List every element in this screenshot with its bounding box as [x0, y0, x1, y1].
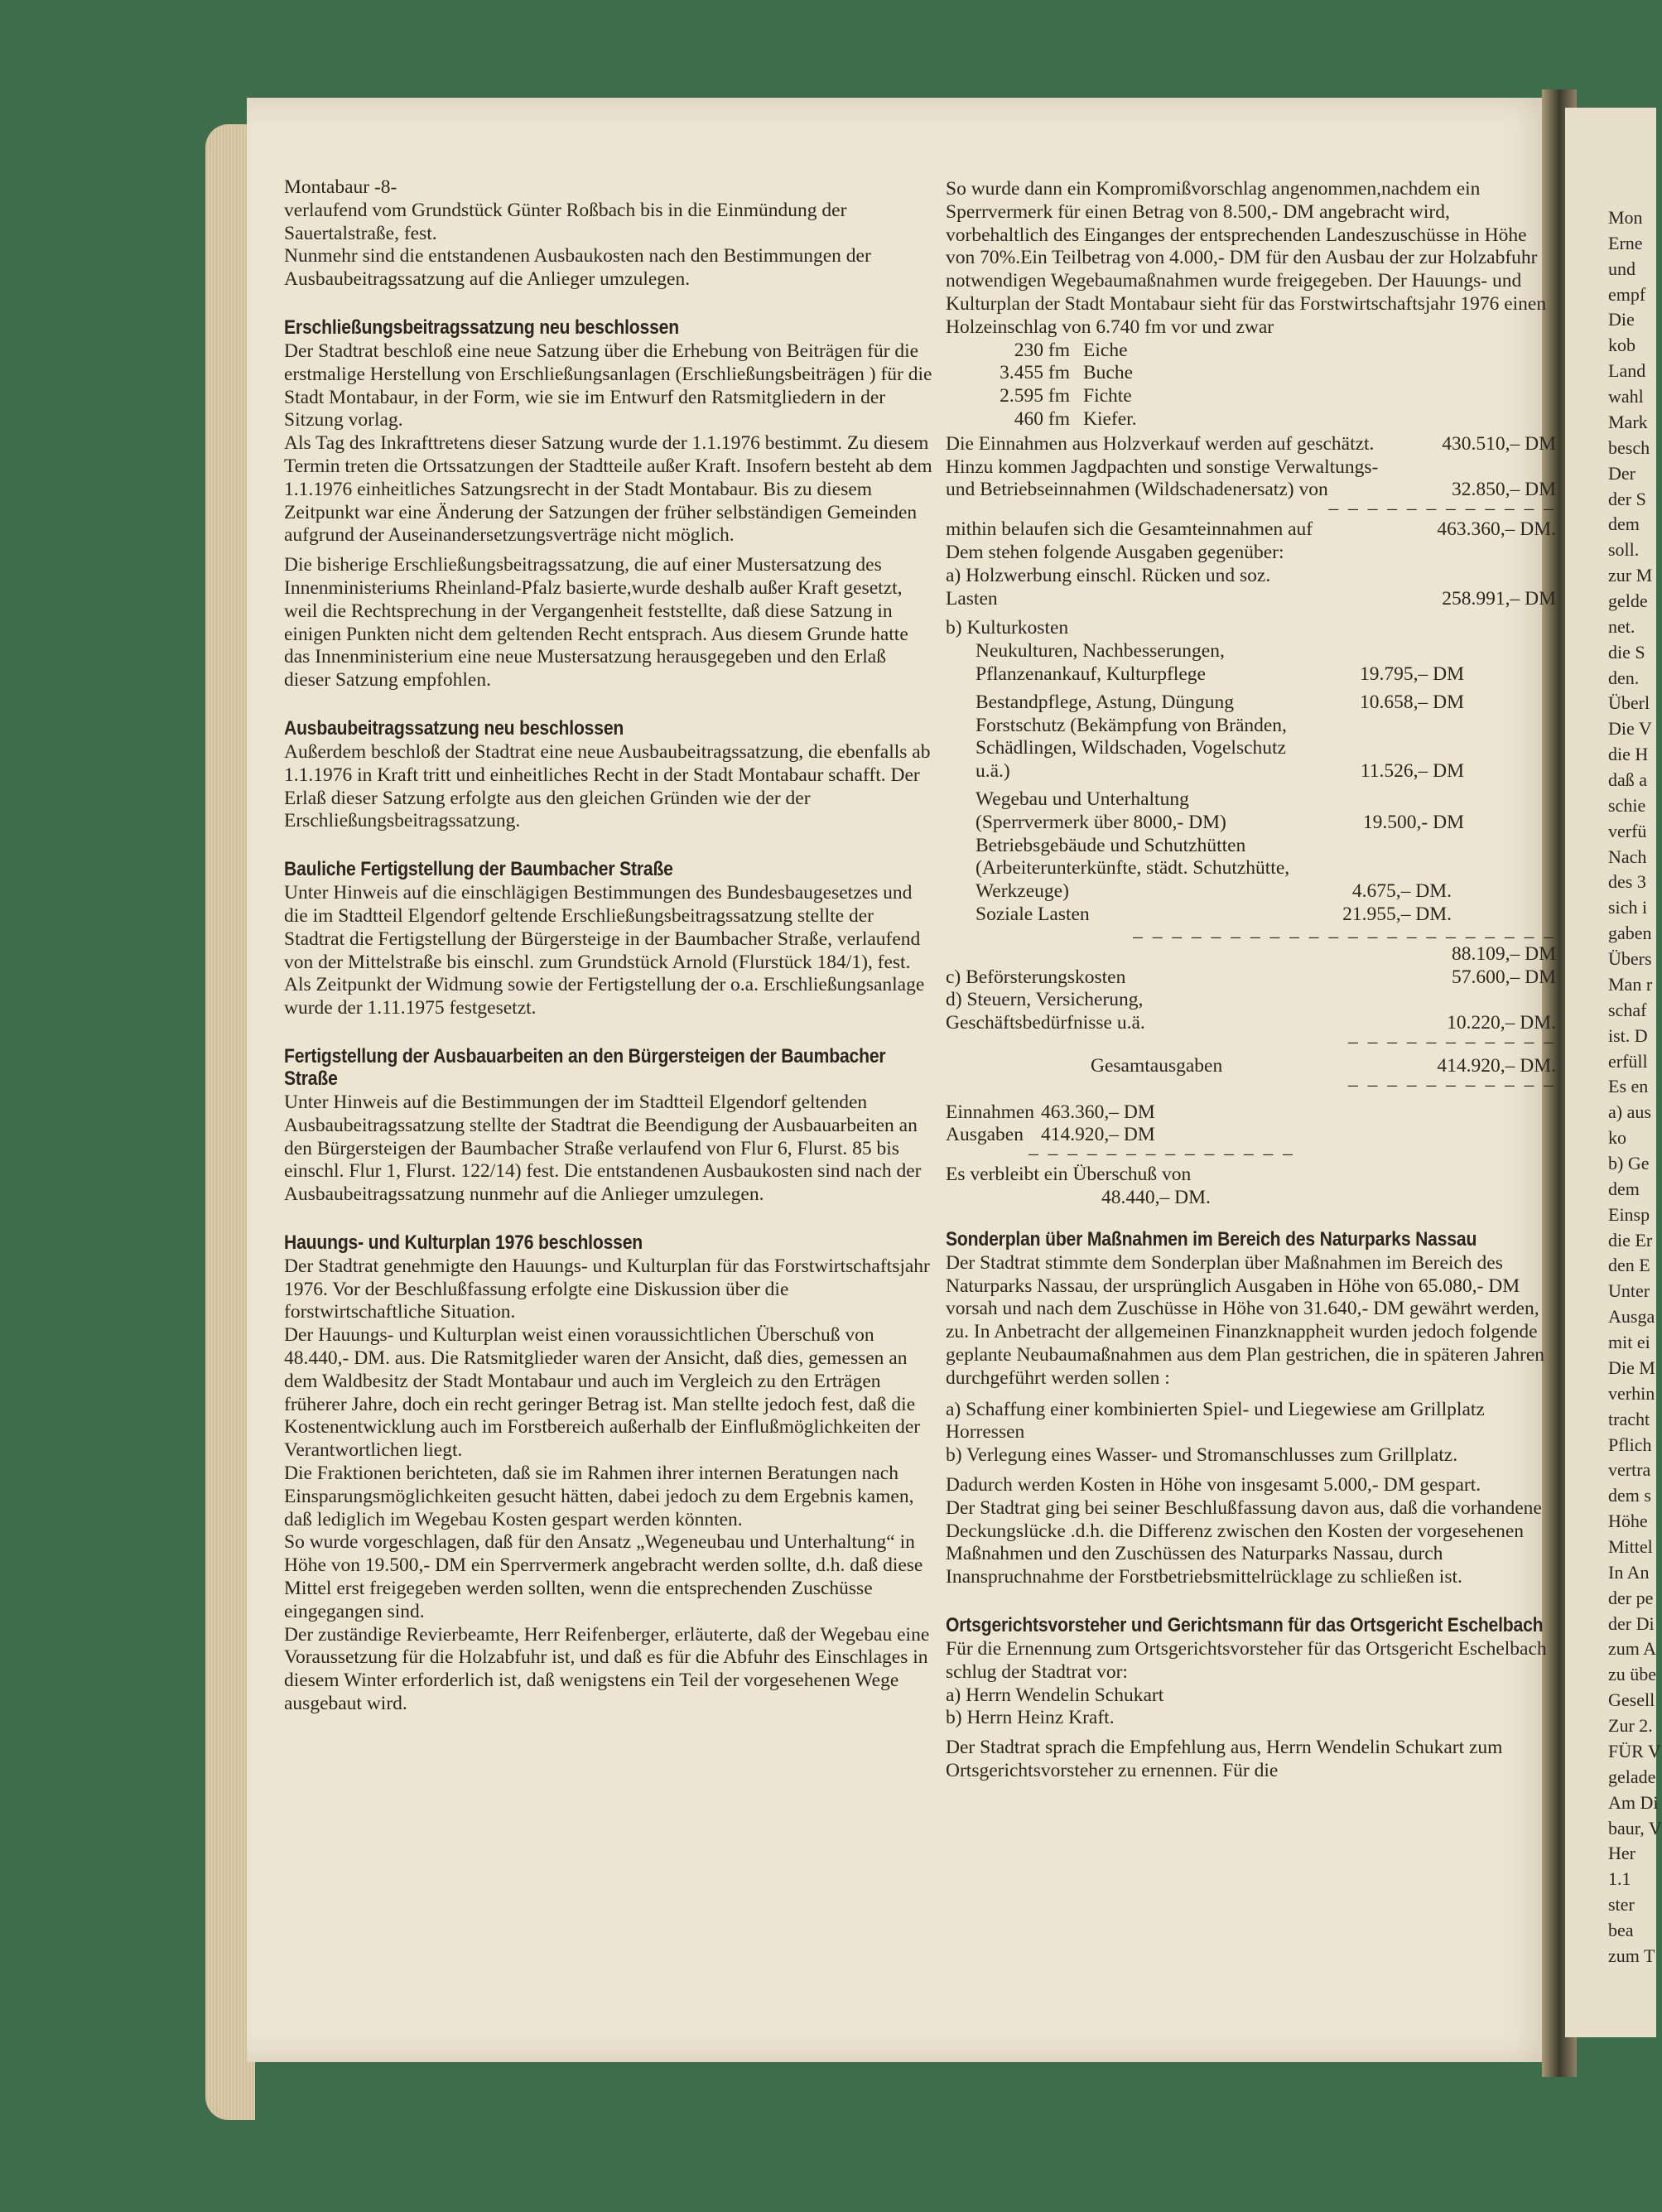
next-page-fragment: verfü: [1608, 820, 1647, 841]
balance-income-row: [946, 1101, 1556, 1125]
next-page-strip: [1565, 108, 1662, 2037]
total-expenses-label: Gesamtausgaben: [1091, 1054, 1223, 1077]
next-page-fragment: Am Di: [1608, 1791, 1659, 1813]
next-page-fragment: Land: [1608, 360, 1646, 382]
next-page-fragment: zum T: [1608, 1945, 1655, 1966]
surplus-text: Es verbleibt ein Überschuß von: [946, 1164, 1192, 1186]
next-page-fragment: gelade: [1608, 1766, 1656, 1787]
next-page-fragment: Übers: [1608, 948, 1652, 970]
species-list: [946, 340, 1556, 431]
section-title-baumbacher-strasse: Bauliche Fertigstellung der Baumbacher Straße: [284, 858, 673, 881]
species-name: Buche: [1083, 362, 1134, 384]
section-title-ausbaubeitrag: Ausbaubeitragssatzung neu beschlossen: [284, 716, 624, 740]
list-item: b) Herrn Heinz Kraft.: [946, 1707, 1115, 1729]
income-amount-wood: 430.510,– DM: [1442, 432, 1556, 455]
paragraph: Unter Hinweis auf die Bestimmungen der im Stadtteil Elgendorf geltenden Ausbaubeitragssatzung stellte der Stadtrat die Beendigung der Ausbauarbeiten an den Bürgersteigen der Baumbacher Straße verlaufend von Flur 6, Flurst. 85 bis einschl. Flur 1, Flurst. 122/14) fest. Die entstandenen Ausbaukosten sind nach der Ausbaubeitragssatzung nunmehr auf die Anlieger umzulegen.: [284, 1091, 922, 1206]
next-page-fragment: baur, V: [1608, 1817, 1662, 1839]
next-page-fragment: sich i: [1608, 897, 1648, 918]
expense-subamount: 19.795,– DM: [1360, 663, 1464, 685]
next-page-fragment: Gesell: [1608, 1689, 1655, 1711]
balance-income-label: Einnahmen: [946, 1101, 1035, 1123]
expense-subrow: [946, 835, 1452, 904]
next-page-fragment: zu übe: [1608, 1664, 1657, 1685]
section-title-ortsgericht: Ortsgerichtsvorsteher und Gerichtsmann für das Ortsgericht Eschelbach: [946, 1614, 1544, 1637]
next-page-fragment: Mittel: [1608, 1535, 1653, 1557]
next-page-fragment: Einsp: [1608, 1203, 1650, 1225]
expense-row-a: [946, 565, 1556, 611]
income-text: Die Einnahmen aus Holzverkauf werden auf geschätzt. Hinzu kommen Jagdpachten und sonstige Verwaltungs- und Betriebseinnahmen (Wildschadenersatz) von: [946, 432, 1379, 501]
divider: – – – – – – – – – – –: [1348, 1073, 1556, 1096]
next-page-fragment: zur M: [1608, 565, 1653, 586]
next-page-fragment: schie: [1608, 794, 1646, 816]
next-page-fragment: a) aus: [1608, 1101, 1651, 1123]
section-title-naturpark: Sonderplan über Maßnahmen im Bereich des Naturparks Nassau: [946, 1227, 1477, 1251]
next-page-fragment: net.: [1608, 615, 1636, 637]
intro-line-1: verlaufend vom Grundstück Günter Roßbach bis in die Einmündung der Sauertalstraße, fest.: [284, 199, 847, 244]
list-item: [946, 1444, 1556, 1467]
paragraph: Die bisherige Erschließungsbeitragssatzung, die auf einer Mustersatzung des Innenministeriums Rheinland-Pfalz basierte,wurde deshalb außer Kraft gesetzt, weil die Rechtsprechung in der Vergangenheit feststellte, daß diese Satzung in einigen Punkten nicht dem geltenden Recht entsprach. Aus diesem Grunde hatte das Innenministerium eine neue Mustersatzung herausgegeben und den Erlaß dieser Satzung empfohlen.: [284, 554, 908, 692]
expense-sublabel: Soziale Lasten: [976, 903, 1090, 925]
total-income-amount: 463.360,– DM.: [1437, 518, 1556, 541]
next-page-fragment: dem: [1608, 513, 1640, 535]
balance-expense-amount: 414.920,– DM: [1041, 1124, 1155, 1146]
next-page-fragment: FÜR V: [1608, 1740, 1661, 1761]
section-title-buergersteige: Fertigstellung der Ausbauarbeiten an den Bürgersteigen der Baumbacher Straße: [284, 1044, 886, 1090]
right-column: [946, 178, 1556, 1783]
next-page-fragment: Überl: [1608, 692, 1650, 714]
next-page-fragment: Die M: [1608, 1357, 1655, 1378]
paragraph: Die Fraktionen berichteten, daß sie im Rahmen ihrer internen Beratungen nach Einsparungsmöglichkeiten gesucht hätten, dabei jedoch zu dem Ergebnis kamen, daß lediglich im Wegebau Kosten gespart werden könnten.: [284, 1463, 914, 1530]
next-page-fragment: Man r: [1608, 973, 1653, 995]
next-page-fragment: bea: [1608, 1919, 1634, 1940]
list-item-text: a) Schaffung einer kombinierten Spiel- und Liegewiese am Grillplatz Horressen: [946, 1398, 1485, 1443]
paragraph: Der Stadtrat genehmigte den Hauungs- und Kulturplan für das Forstwirtschaftsjahr 1976. Vor der Beschlußfassung erfolgte eine Diskussion über die forstwirtschaftliche Situation.: [284, 1255, 930, 1323]
next-page-fragment: der S: [1608, 488, 1646, 509]
species-amount: 2.595 fm: [1000, 385, 1070, 407]
paragraph: Außerdem beschloß der Stadtrat eine neue Ausbaubeitragssatzung, die ebenfalls ab 1.1.1976 in Kraft tritt und einheitliches Recht in der Stadt Montabaur schafft. Der Erlaß dieser Satzung erfolgte aus den gleichen Gründen wie der der Erschließungsbeitragssatzung.: [284, 740, 931, 832]
paragraph: Als Zeitpunkt der Widmung sowie der Fertigstellung der o.a. Erschließungsanlage wurde der 1.11.1975 festgesetzt.: [284, 974, 925, 1019]
left-column: [284, 176, 936, 1716]
expense-subrow: [946, 715, 1464, 783]
paragraph: Der Stadtrat sprach die Empfehlung aus, Herrn Wendelin Schukart zum Ortsgerichtsvorsteher zu ernennen. Für die: [946, 1737, 1503, 1782]
expense-amount: 57.600,– DM: [1452, 966, 1556, 988]
next-page-fragment: den E: [1608, 1255, 1650, 1276]
next-page-fragment: gelde: [1608, 590, 1648, 611]
expense-sublabel: Wegebau und Unterhaltung (Sperrvermerk über 8000,- DM): [976, 788, 1226, 833]
next-page-fragment: Nach: [1608, 846, 1647, 867]
list-item-text: b) Verlegung eines Wasser- und Stromanschlusses zum Grillplatz.: [946, 1444, 1458, 1467]
next-page-fragment: ko: [1608, 1127, 1626, 1149]
species-name: Kiefer.: [1083, 407, 1137, 430]
paragraph: Der Hauungs- und Kulturplan weist einen voraussichtlichen Überschuß von 48.440,- DM. aus. Die Ratsmitglieder waren der Ansicht, daß dies, gemessen an dem Waldbesitz der Stadt Montabaur und auch im Vergleich zu den Erträgen früherer Jahre, doch ein recht geringer Betrag ist. Man stellte jedoch fest, daß die Kostenentwicklung auch im Forstbereich außerhalb der Einflußmöglichkeiten der Verantwortlichen liegt.: [284, 1324, 921, 1462]
surplus-amount: 48.440,– DM.: [1101, 1187, 1211, 1209]
species-amount: 3.455 fm: [1000, 362, 1070, 384]
next-page-fragment: kob: [1608, 335, 1636, 356]
paragraph: Der Stadtrat stimmte dem Sonderplan über Maßnahmen im Bereich des Naturparks Nassau, der ursprünglich Ausgaben in Höhe von 65.080,- DM vorsah und nach dem Zuschüsse in Höhe von 31.640,- DM gewährt werden, zu. In Anbetracht der allgemeinen Finanzknappheit wurden jedoch folgende geplante Neubaumaßnahmen aus dem Plan gestrichen, die in späteren Jahren durchgeführt werden sollen :: [946, 1251, 1545, 1389]
list-item: a) Herrn Wendelin Schukart: [946, 1684, 1164, 1706]
next-page-fragment: der pe: [1608, 1587, 1654, 1608]
next-page-fragment: verhin: [1608, 1382, 1655, 1404]
next-page-fragment: besch: [1608, 436, 1650, 458]
paragraph: Dadurch werden Kosten in Höhe von insgesamt 5.000,- DM gespart.: [946, 1474, 1481, 1496]
next-page-fragment: Mon: [1608, 207, 1643, 228]
divider: – – – – – – – – – – – –: [1328, 498, 1556, 520]
expense-sublabel: Forstschutz (Bekämpfung von Bränden, Schädlingen, Wildschaden, Vogelschutz u.ä.): [976, 714, 1287, 783]
paragraph: Der Stadtrat ging bei seiner Beschlußfassung davon aus, daß die vorhandene Deckungslücke .d.h. die Differenz zwischen den Kosten der vorgesehenen Maßnahmen und den Zuschüssen des Naturparks Nassau, durch Inanspruchnahme der Forstbetriebsmittelrücklage zu schließen ist.: [946, 1496, 1542, 1588]
paragraph: Für die Ernennung zum Ortsgerichtsvorsteher für das Ortsgericht Eschelbach schlug der Stadtrat vor:: [946, 1638, 1547, 1683]
next-page-fragment: ster: [1608, 1894, 1635, 1916]
next-page-fragment: schaf: [1608, 999, 1647, 1020]
expense-subamount: 19.500,- DM: [1362, 811, 1464, 833]
expense-label-b: b) Kulturkosten: [946, 617, 1069, 639]
paragraph: Der zuständige Revierbeamte, Herr Reifenberger, erläuterte, daß der Wegebau eine Voraussetzung für die Holzabfuhr ist, und daß es für die Abfuhr des Einschlages in diesem Winter erforderlich ist, daß wenigstens ein Teil der vorgesehenen Wege ausgebaut wird.: [284, 1623, 930, 1715]
next-page-fragment: und: [1608, 258, 1636, 279]
expense-row-c: [946, 966, 1556, 990]
next-page-fragment: Die: [1608, 309, 1635, 330]
expense-subrow: [946, 692, 1464, 715]
paragraph: So wurde dann ein Kompromißvorschlag angenommen,nachdem ein Sperrvermerk für einen Betrag von 8.500,- DM angebracht wird, vorbehaltlich des Einganges der entsprechenden Landeszuschüsse in Höhe von 70%.Ein Teilbetrag von 4.000,- DM für den Ausbau der zur Holzabfuhr notwendigen Wegebaumaßnahmen wurde freigegeben. Der Hauungs- und Kulturplan der Stadt Montabaur sieht für das Forstwirtschaftsjahr 1976 einen Holzeinschlag von 6.740 fm vor und zwar: [946, 178, 1547, 338]
balance-income-amount: 463.360,– DM: [1041, 1101, 1155, 1123]
expense-sublabel: Neukulturen, Nachbesserungen, Pflanzenankauf, Kulturpflege: [976, 640, 1225, 685]
expense-subrow: [946, 904, 1452, 927]
next-page-fragment: empf: [1608, 283, 1646, 305]
species-name: Fichte: [1083, 385, 1132, 407]
expense-amount: 258.991,– DM: [1442, 587, 1556, 610]
expense-subrow: [946, 640, 1464, 687]
list-item: [946, 1399, 1556, 1445]
next-page-fragment: tracht: [1608, 1408, 1650, 1429]
expense-label: a) Holzwerbung einschl. Rücken und soz. Lasten: [946, 564, 1271, 610]
next-page-fragment: ist. D: [1608, 1024, 1648, 1046]
next-page-fragment: Der: [1608, 462, 1636, 484]
species-row: [946, 408, 1556, 431]
species-amount: 460 fm: [1014, 407, 1070, 430]
expense-subrow: [946, 788, 1464, 835]
expense-sublabel: Bestandpflege, Astung, Düngung: [976, 691, 1234, 713]
divider: – – – – – – – – – – – – – – – – – – – – – –: [1133, 925, 1556, 947]
next-page-fragment: dem s: [1608, 1485, 1651, 1506]
species-row: [946, 340, 1556, 363]
next-page-fragment: die S: [1608, 641, 1645, 663]
next-page-fragment: mit ei: [1608, 1332, 1650, 1353]
next-page-fragment: Erne: [1608, 232, 1643, 253]
species-amount: 230 fm: [1014, 339, 1070, 361]
expense-row-d: [946, 989, 1556, 1035]
intro-line-2: Nunmehr sind die entstandenen Ausbaukosten nach den Bestimmungen der Ausbaubeitragssatzung auf die Anlieger umzulegen.: [284, 245, 871, 291]
total-income-label: mithin belaufen sich die Gesamteinnahmen auf: [946, 518, 1313, 541]
next-page-fragment: soll.: [1608, 539, 1640, 561]
income-row: [946, 433, 1556, 502]
next-page-fragment: Unter: [1608, 1280, 1650, 1302]
expense-amount: 10.220,– DM.: [1447, 1012, 1556, 1034]
next-page-fragment: der Di: [1608, 1612, 1655, 1634]
next-page-fragment: 1.1: [1608, 1868, 1631, 1890]
next-page-fragment: des 3: [1608, 871, 1646, 893]
expense-label: d) Steuern, Versicherung, Geschäftsbedürfnisse u.ä.: [946, 989, 1145, 1034]
total-expenses-amount: 414.920,– DM.: [1437, 1054, 1556, 1077]
paragraph: So wurde vorgeschlagen, daß für den Ansatz „Wegeneubau und Unterhaltung“ in Höhe von 19.500,- DM ein Sperrvermerk angebracht werden sollte, d.h. daß diese Mittel erst freigegeben werden sollten, wenn die entsprechenden Zuschüsse eingegangen sind.: [284, 1531, 923, 1622]
next-page-fragment: den.: [1608, 667, 1640, 688]
next-page-fragment: daß a: [1608, 769, 1648, 791]
expense-subamount: 21.955,– DM.: [1342, 903, 1452, 925]
next-page-fragment: erfüll: [1608, 1050, 1648, 1072]
species-row: [946, 362, 1556, 385]
total-income-row: [946, 518, 1556, 542]
next-page-fragment: b) Ge: [1608, 1153, 1650, 1173]
page-header: Montabaur -8-: [284, 176, 397, 198]
expense-subamount: 11.526,– DM: [1360, 760, 1464, 783]
section-title-hauungsplan: Hauungs- und Kulturplan 1976 beschlossen: [284, 1231, 643, 1254]
expense-subamount: 10.658,– DM: [1360, 691, 1464, 713]
next-page-fragment: Zur 2.: [1608, 1715, 1653, 1737]
next-page-fragment: dem: [1608, 1178, 1640, 1199]
next-page-fragment: zum A: [1608, 1638, 1657, 1660]
expense-total-b: 88.109,– DM: [1452, 942, 1556, 965]
paragraph: Der Stadtrat beschloß eine neue Satzung über die Erhebung von Beiträgen für die erstmalige Herstellung von Erschließungsanlagen (Erschließungsbeiträgen ) für die Stadt Montabaur, in der Form, wie sie im Entwurf den Ratsmitgliedern in der Sitzung vorlag.: [284, 340, 932, 431]
paragraph: Unter Hinweis auf die einschlägigen Bestimmungen des Bundesbaugesetzes und die im Stadtteil Elgendorf geltende Erschließungsbeitragssatzung stellte der Stadtrat die Fertigstellung der Bürgersteige in der Baumbacher Straße, verlaufend von der Mittelstraße bis einschl. zum Grundstück Arnold (Flurstück 184/1), fest.: [284, 882, 921, 973]
next-page-fragment: Her: [1608, 1843, 1636, 1864]
section-title-erschliessung: Erschließungsbeitragssatzung neu beschlossen: [284, 316, 679, 339]
next-page-fragment: gaben: [1608, 923, 1652, 944]
paragraph: Als Tag des Inkrafttretens dieser Satzung wurde der 1.1.1976 bestimmt. Zu diesem Termin treten die Ortssatzungen der Stadtteile außer Kraft. Insofern besteht ab dem 1.1.1976 einheitliches Satzungsrecht in der Stadt Montabaur. Bis zu diesem Zeitpunkt war eine Änderung der Satzungen der früher selbständigen Gemeinden aufgrund der Auseinandersetzungsverträge nicht möglich.: [284, 432, 932, 547]
next-page-fragment: Ausga: [1608, 1306, 1655, 1328]
species-name: Eiche: [1083, 339, 1128, 361]
next-page-fragment: Es en: [1608, 1076, 1649, 1097]
expense-sublabel: Betriebsgebäude und Schutzhütten (Arbeiterunterkünfte, städt. Schutzhütte, Werkzeuge): [976, 834, 1290, 903]
next-page-fragment: wahl: [1608, 386, 1644, 407]
next-page-fragment: Höhe: [1608, 1511, 1648, 1532]
species-row: [946, 385, 1556, 408]
next-page-fragment: Mark: [1608, 411, 1648, 432]
expenses-intro: Dem stehen folgende Ausgaben gegenüber:: [946, 541, 1284, 563]
next-page-fragment: vertra: [1608, 1459, 1651, 1481]
next-page-fragment: Pflich: [1608, 1434, 1652, 1455]
expense-subamount: 4.675,– DM.: [1351, 880, 1452, 903]
next-page-fragment: Die V: [1608, 718, 1652, 740]
divider: – – – – – – – – – – –: [1348, 1030, 1556, 1053]
balance-expense-label: Ausgaben: [946, 1124, 1024, 1146]
next-page-fragment: die Er: [1608, 1229, 1653, 1251]
income-amount-other: 32.850,– DM: [1452, 479, 1556, 501]
next-page-fragment: die H: [1608, 744, 1649, 765]
divider: – – – – – – – – – – – – – –: [1029, 1143, 1295, 1165]
expense-label: c) Beförsterungskosten: [946, 966, 1126, 988]
next-page-fragment: In An: [1608, 1561, 1650, 1583]
